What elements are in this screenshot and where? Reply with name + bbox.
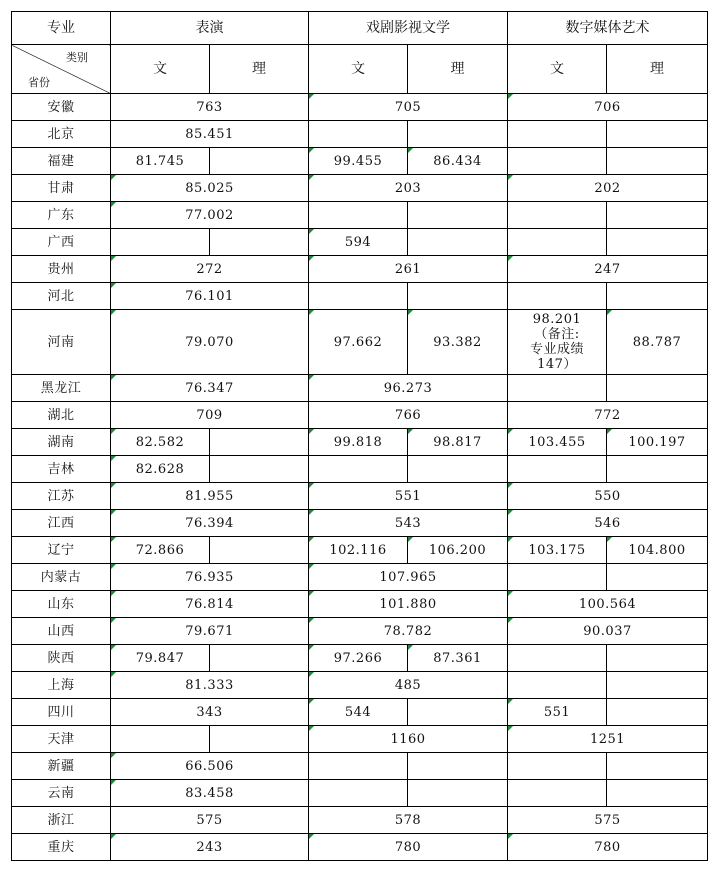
drama-wen-score: 594 — [309, 229, 408, 256]
digital-wen-score — [508, 148, 607, 175]
table-row — [12, 375, 708, 402]
table-row — [12, 402, 708, 429]
drama-li-score: 98.817 — [408, 429, 508, 456]
digital-score: 550 — [508, 483, 708, 510]
drama-wen-score — [309, 753, 408, 780]
drama-score: 551 — [309, 483, 508, 510]
table-row — [12, 483, 708, 510]
drama-score: 96.273 — [309, 375, 508, 402]
performance-wen-score: 72.866 — [111, 537, 210, 564]
performance-li-score — [210, 645, 309, 672]
digital-wen-score — [508, 753, 607, 780]
drama-li-score: 93.382 — [408, 310, 508, 375]
drama-wen-score: 544 — [309, 699, 408, 726]
digital-wen-score: 103.175 — [508, 537, 607, 564]
drama-score: 107.965 — [309, 564, 508, 591]
table-row — [12, 834, 708, 861]
drama-li-score — [408, 699, 508, 726]
digital-li-score — [607, 283, 708, 310]
drama-li-score — [408, 283, 508, 310]
digital-wen-score — [508, 645, 607, 672]
digital-wen-score — [508, 780, 607, 807]
score-note: 147） — [537, 357, 577, 372]
drama-li-score — [408, 229, 508, 256]
performance-score: 66.506 — [111, 753, 309, 780]
table-row — [12, 456, 708, 483]
performance-score: 83.458 — [111, 780, 309, 807]
performance-score: 575 — [111, 807, 309, 834]
digital-wen-score — [508, 375, 607, 402]
performance-li-header: 理 — [210, 45, 309, 94]
province-cell: 重庆 — [12, 834, 111, 861]
digital-media-header: 数字媒体艺术 — [508, 12, 708, 45]
province-cell: 内蒙古 — [12, 564, 111, 591]
performance-li-score — [210, 726, 309, 753]
digital-wen-score — [508, 202, 607, 229]
drama-wen-score — [309, 121, 408, 148]
digital-li-score — [607, 699, 708, 726]
table-row — [12, 510, 708, 537]
performance-score: 76.935 — [111, 564, 309, 591]
province-cell: 辽宁 — [12, 537, 111, 564]
admission-score-table — [11, 11, 708, 861]
digital-li-score — [607, 753, 708, 780]
province-cell: 北京 — [12, 121, 111, 148]
table-row — [12, 121, 708, 148]
drama-wen-score — [309, 780, 408, 807]
performance-wen-score — [111, 229, 210, 256]
table-row — [12, 229, 708, 256]
table-row — [12, 256, 708, 283]
performance-score: 85.451 — [111, 121, 309, 148]
province-cell: 天津 — [12, 726, 111, 753]
table-row — [12, 672, 708, 699]
digital-score: 575 — [508, 807, 708, 834]
table-row — [12, 753, 708, 780]
digital-wen-header: 文 — [508, 45, 607, 94]
drama-li-score — [408, 456, 508, 483]
table-row — [12, 148, 708, 175]
drama-wen-score: 102.116 — [309, 537, 408, 564]
digital-score: 90.037 — [508, 618, 708, 645]
digital-wen-score — [508, 121, 607, 148]
drama-score: 705 — [309, 94, 508, 121]
table-row — [12, 537, 708, 564]
drama-li-score: 87.361 — [408, 645, 508, 672]
digital-li-score — [607, 564, 708, 591]
digital-wen-score — [508, 564, 607, 591]
performance-score: 79.671 — [111, 618, 309, 645]
drama-wen-score — [309, 202, 408, 229]
province-cell: 河南 — [12, 310, 111, 375]
drama-wen-score: 99.818 — [309, 429, 408, 456]
table-row — [12, 726, 708, 753]
province-cell: 云南 — [12, 780, 111, 807]
drama-li-score — [408, 121, 508, 148]
digital-wen-score — [508, 672, 607, 699]
digital-score: 100.564 — [508, 591, 708, 618]
province-cell: 湖北 — [12, 402, 111, 429]
province-cell: 四川 — [12, 699, 111, 726]
province-cell: 河北 — [12, 283, 111, 310]
province-cell: 江苏 — [12, 483, 111, 510]
score-value: 98.201 — [532, 312, 582, 327]
major-header: 专业 — [12, 12, 111, 45]
digital-wen-score — [508, 456, 607, 483]
province-cell: 山西 — [12, 618, 111, 645]
digital-li-score: 100.197 — [607, 429, 708, 456]
table-row — [12, 780, 708, 807]
drama-wen-score: 97.662 — [309, 310, 408, 375]
drama-score: 543 — [309, 510, 508, 537]
digital-li-score — [607, 148, 708, 175]
table-row — [12, 283, 708, 310]
performance-li-score — [210, 148, 309, 175]
digital-li-score — [607, 229, 708, 256]
table-row — [12, 564, 708, 591]
digital-wen-score — [508, 229, 607, 256]
drama-wen-header: 文 — [309, 45, 408, 94]
drama-li-score: 86.434 — [408, 148, 508, 175]
performance-header: 表演 — [111, 12, 309, 45]
performance-wen-score — [111, 726, 210, 753]
drama-score: 203 — [309, 175, 508, 202]
performance-score: 81.955 — [111, 483, 309, 510]
drama-li-header: 理 — [408, 45, 508, 94]
digital-score: 1251 — [508, 726, 708, 753]
performance-li-score — [210, 456, 309, 483]
drama-score: 766 — [309, 402, 508, 429]
digital-li-score — [607, 780, 708, 807]
digital-li-score — [607, 121, 708, 148]
digital-score: 780 — [508, 834, 708, 861]
drama-li-score: 106.200 — [408, 537, 508, 564]
performance-score: 79.070 — [111, 310, 309, 375]
performance-score: 76.101 — [111, 283, 309, 310]
digital-score: 772 — [508, 402, 708, 429]
province-cell: 江西 — [12, 510, 111, 537]
province-cell: 广西 — [12, 229, 111, 256]
performance-score: 85.025 — [111, 175, 309, 202]
province-label: 省份 — [28, 76, 50, 89]
province-cell: 山东 — [12, 591, 111, 618]
digital-wen-score — [508, 310, 607, 375]
digital-score: 202 — [508, 175, 708, 202]
province-cell: 新疆 — [12, 753, 111, 780]
table-row — [12, 591, 708, 618]
digital-wen-score: 103.455 — [508, 429, 607, 456]
province-cell: 贵州 — [12, 256, 111, 283]
performance-score: 77.002 — [111, 202, 309, 229]
drama-wen-score: 97.266 — [309, 645, 408, 672]
province-cell: 湖南 — [12, 429, 111, 456]
province-cell: 福建 — [12, 148, 111, 175]
digital-li-score — [607, 202, 708, 229]
performance-li-score — [210, 537, 309, 564]
drama-score: 578 — [309, 807, 508, 834]
performance-li-score — [210, 229, 309, 256]
score-note: 专业成绩 — [529, 342, 584, 357]
performance-wen-score: 82.628 — [111, 456, 210, 483]
digital-score: 546 — [508, 510, 708, 537]
performance-score: 272 — [111, 256, 309, 283]
table-row — [12, 202, 708, 229]
performance-wen-header: 文 — [111, 45, 210, 94]
drama-wen-score — [309, 283, 408, 310]
performance-wen-score: 82.582 — [111, 429, 210, 456]
drama-wen-score: 99.455 — [309, 148, 408, 175]
score-note: （备注: — [534, 327, 580, 342]
digital-score: 247 — [508, 256, 708, 283]
table-row — [12, 429, 708, 456]
drama-score: 261 — [309, 256, 508, 283]
performance-score: 76.394 — [111, 510, 309, 537]
drama-li-score — [408, 753, 508, 780]
performance-score: 81.333 — [111, 672, 309, 699]
province-cell: 广东 — [12, 202, 111, 229]
category-province-corner — [12, 45, 111, 94]
digital-li-score — [607, 645, 708, 672]
province-cell: 陕西 — [12, 645, 111, 672]
performance-wen-score: 79.847 — [111, 645, 210, 672]
digital-score: 706 — [508, 94, 708, 121]
province-cell: 浙江 — [12, 807, 111, 834]
drama-score: 78.782 — [309, 618, 508, 645]
performance-score: 76.347 — [111, 375, 309, 402]
province-cell: 黑龙江 — [12, 375, 111, 402]
performance-wen-score: 81.745 — [111, 148, 210, 175]
table-row — [12, 645, 708, 672]
table-row — [12, 807, 708, 834]
province-cell: 甘肃 — [12, 175, 111, 202]
table-row — [12, 175, 708, 202]
performance-score: 343 — [111, 699, 309, 726]
category-label: 类别 — [66, 51, 88, 64]
province-cell: 安徽 — [12, 94, 111, 121]
digital-li-score — [607, 375, 708, 402]
digital-wen-score — [508, 283, 607, 310]
digital-li-score — [607, 672, 708, 699]
performance-score: 763 — [111, 94, 309, 121]
drama-score: 780 — [309, 834, 508, 861]
drama-literature-header: 戏剧影视文学 — [309, 12, 508, 45]
drama-wen-score — [309, 456, 408, 483]
digital-li-header: 理 — [607, 45, 708, 94]
digital-li-score: 88.787 — [607, 310, 708, 375]
province-cell: 上海 — [12, 672, 111, 699]
digital-li-score — [607, 456, 708, 483]
performance-li-score — [210, 429, 309, 456]
drama-score: 101.880 — [309, 591, 508, 618]
performance-score: 709 — [111, 402, 309, 429]
performance-score: 243 — [111, 834, 309, 861]
drama-li-score — [408, 780, 508, 807]
table-row — [12, 94, 708, 121]
drama-score: 485 — [309, 672, 508, 699]
drama-score: 1160 — [309, 726, 508, 753]
province-cell: 吉林 — [12, 456, 111, 483]
performance-score: 76.814 — [111, 591, 309, 618]
table-row — [12, 699, 708, 726]
drama-li-score — [408, 202, 508, 229]
table-row — [12, 618, 708, 645]
digital-wen-score: 551 — [508, 699, 607, 726]
table-row — [12, 310, 708, 375]
digital-li-score: 104.800 — [607, 537, 708, 564]
